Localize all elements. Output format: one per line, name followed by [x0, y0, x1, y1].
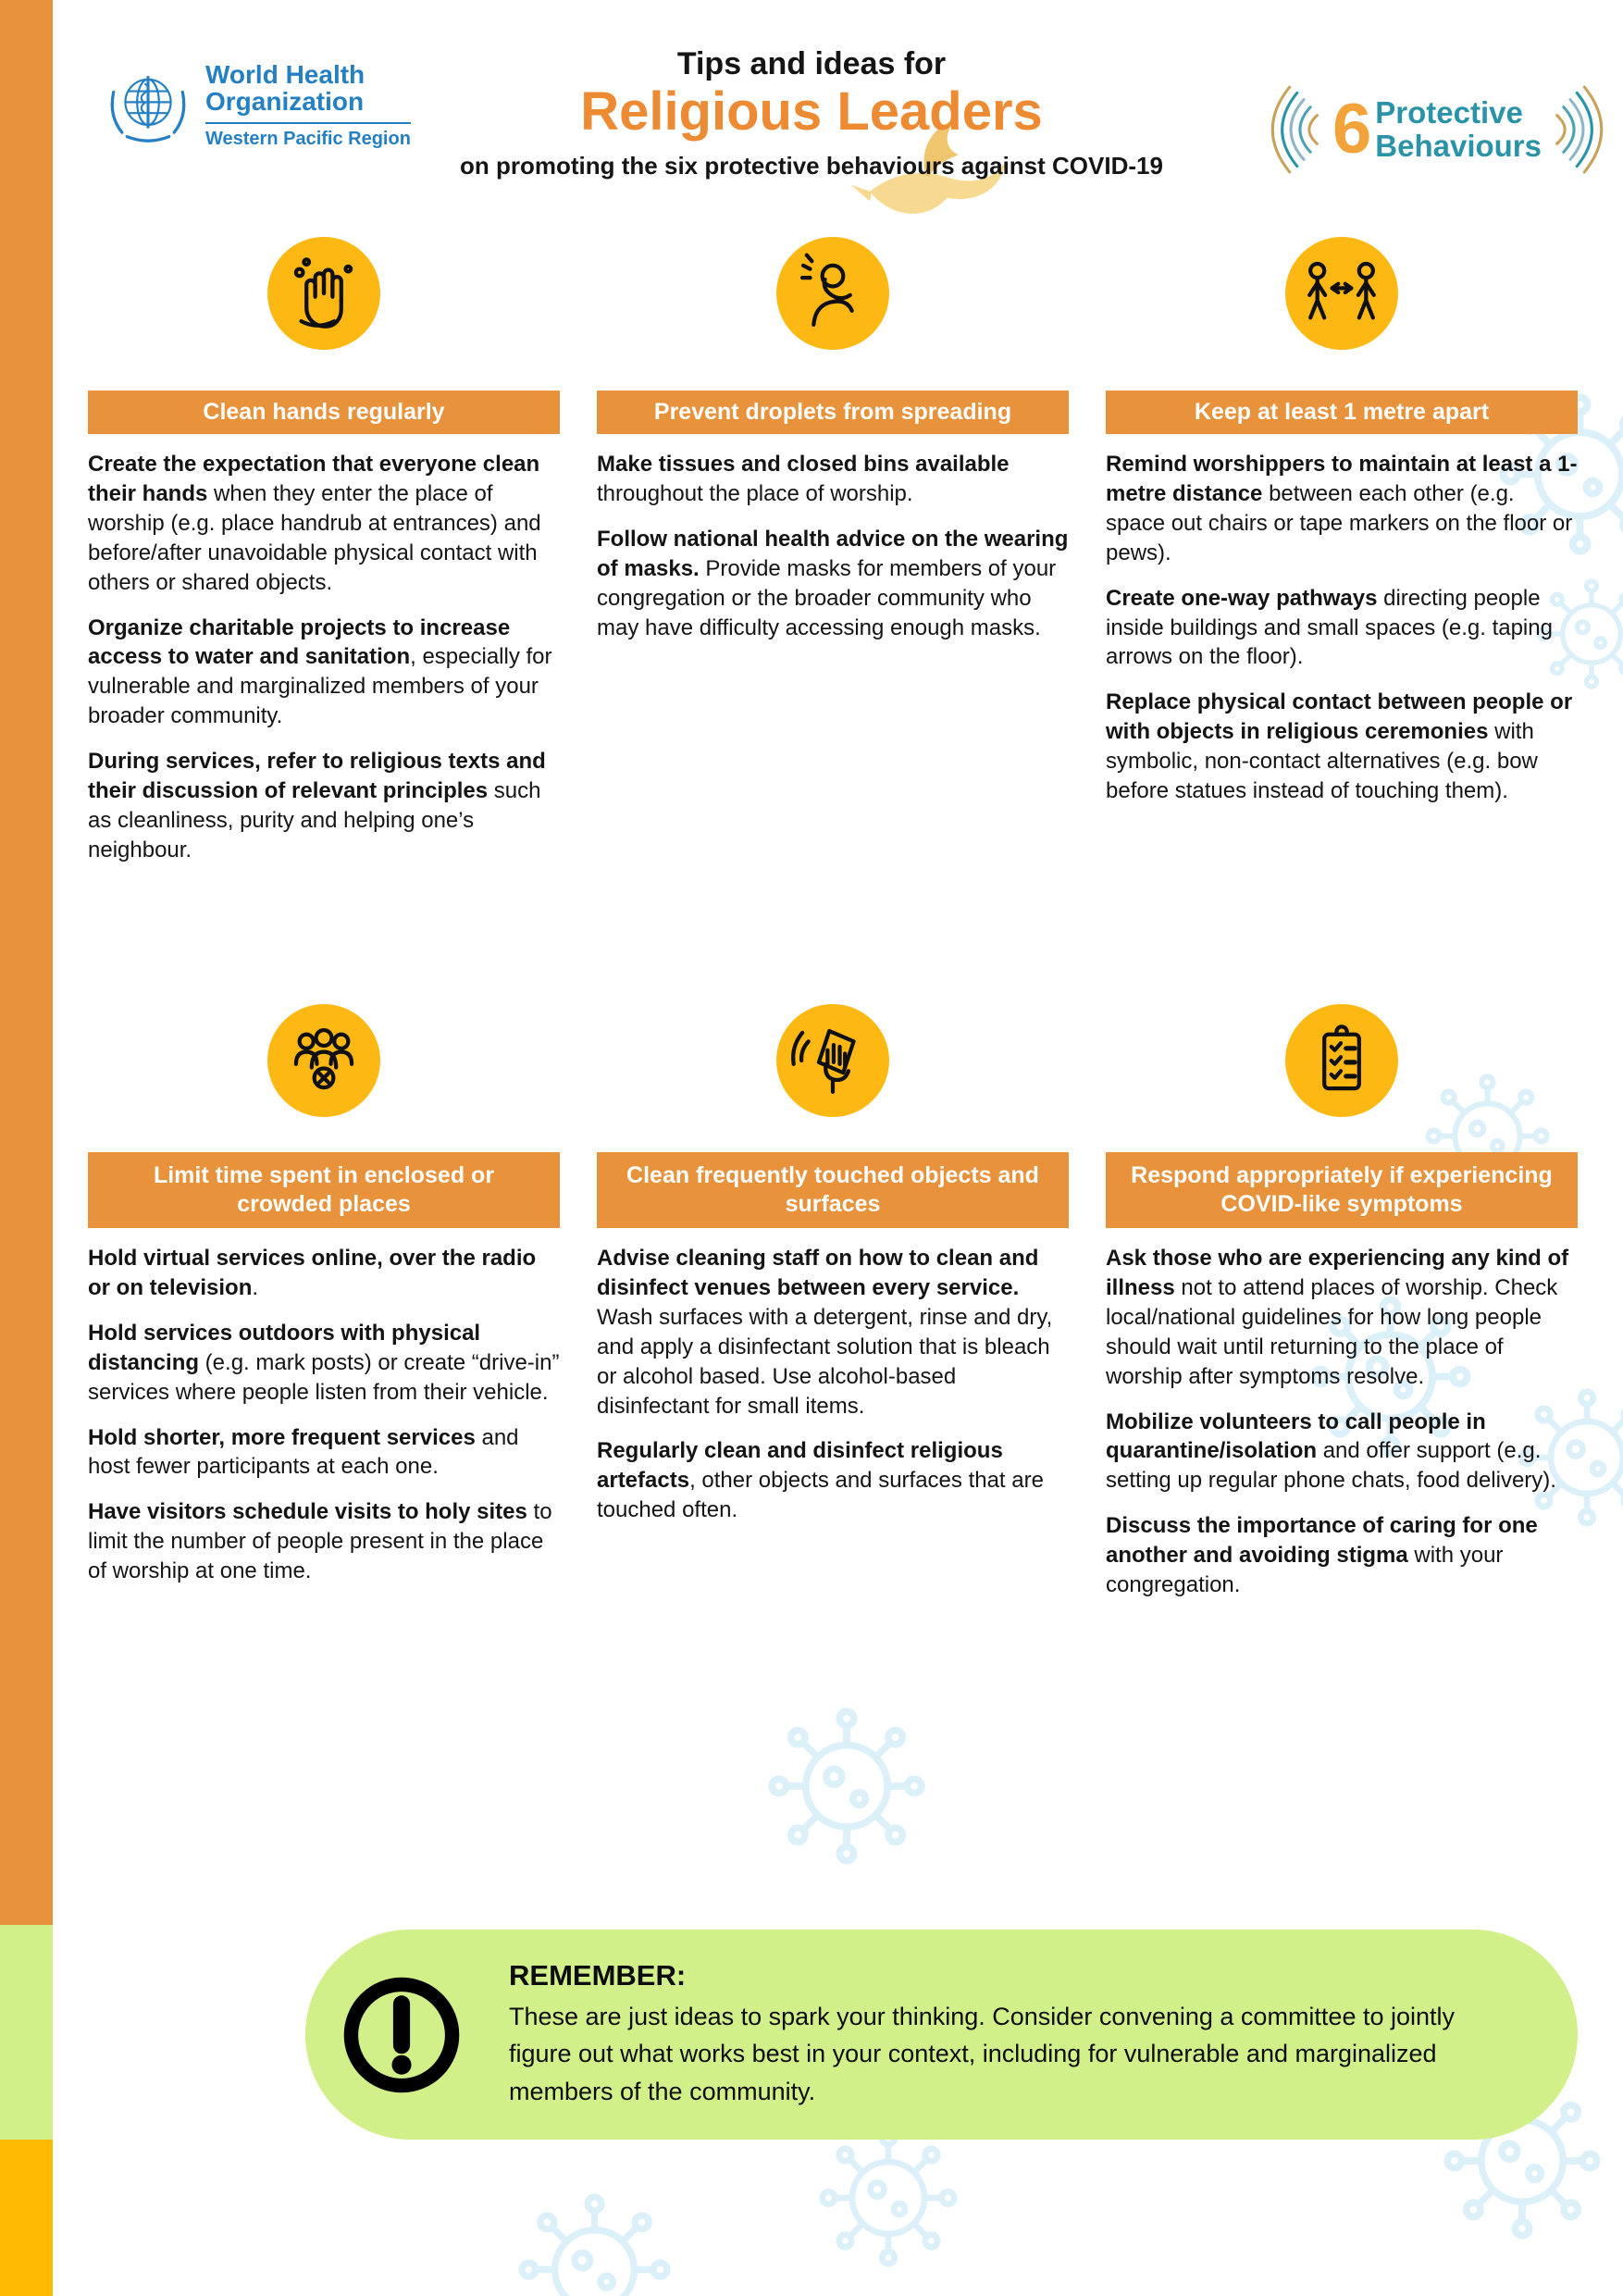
who-logo — [102, 61, 411, 150]
paragraph: Follow national health advice on the wearing of masks. Provide masks for members of your congregation or the broader community who may have difficulty accessing enough masks. — [597, 526, 1069, 640]
checklist-icon — [1285, 1004, 1398, 1117]
logo-word-protective: Protective — [1375, 95, 1523, 130]
logo-word-behaviours: Behaviours — [1375, 129, 1542, 163]
paragraph: During services, refer to religious texts and their discussion of relevant principles such as cleanliness, purity and helping one’s neighbour. — [88, 749, 546, 863]
paragraph: Hold services outdoors with physical distancing (e.g. mark posts) or create “drive-in” services where people listen from their vehicle. — [88, 1320, 560, 1405]
title-small: Tips and ideas for — [676, 46, 947, 81]
remember-title: REMEMBER: — [509, 1958, 687, 1992]
section-body — [1106, 450, 1578, 806]
section-body — [88, 450, 560, 865]
section-header-respond-symptoms: Respond appropriately if experiencing COVID-like symptoms — [1106, 1152, 1578, 1228]
paragraph: Mobilize volunteers to call people in quarantine/isolation and offer support (e.g. setting up regular phone chats, food delivery). — [1106, 1409, 1556, 1494]
left-stripe-green — [0, 1925, 53, 2140]
paragraph: Make tissues and closed bins available throughout the place of worship. — [597, 452, 1010, 506]
paragraph: Replace physical contact between people or with objects in religious ceremonies with symbolic, non-contact alternatives (e.g. bow before statues instead of touching them). — [1106, 689, 1573, 804]
section-header-clean-surfaces: Clean frequently touched objects and surfaces — [597, 1152, 1069, 1228]
who-emblem-icon — [102, 61, 194, 150]
who-region: Western Pacific Region — [205, 122, 411, 150]
paragraph: Organize charitable projects to increase access to water and sanitation, especially for vulnerable and marginalized members of your broader community. — [88, 614, 552, 729]
remember-body: These are just ideas to spark your thinking. Consider convening a committee to jointly figure out what works best in your context, including for vulnerable and marginalized members of the community. — [509, 2002, 1456, 2105]
paragraph: Create the expectation that everyone clean their hands when they enter the place of worship (e.g. place handrub at entrances) and before/after unavoidable physical contact with others or shared objects. — [88, 452, 541, 595]
sound-arcs-right-icon — [1545, 80, 1612, 180]
column-clean-hands — [88, 237, 560, 865]
virus-decoration — [768, 1707, 925, 1865]
sound-arcs-left-icon — [1262, 80, 1329, 180]
distance-icon — [1285, 237, 1398, 350]
paragraph: Discuss the importance of caring for one another and avoiding stigma with your congregation. — [1106, 1513, 1538, 1598]
section-body — [597, 450, 1069, 642]
left-stripe-orange — [0, 0, 53, 1925]
paragraph: Create one-way pathways directing people inside buildings and small spaces (e.g. taping arrows on the floor). — [1106, 585, 1553, 670]
column-prevent-droplets — [597, 237, 1069, 865]
section-header-clean-hands: Clean hands regularly — [88, 391, 560, 434]
page-title: Religious Leaders — [0, 84, 1623, 141]
column-respond-symptoms — [1106, 1004, 1578, 1600]
logo-number-six: 6 — [1332, 90, 1372, 168]
section-header-prevent-droplets: Prevent droplets from spreading — [597, 391, 1069, 434]
column-keep-distance — [1106, 237, 1578, 865]
handwash-icon — [267, 237, 380, 350]
paragraph: Have visitors schedule visits to holy sites to limit the number of people present in the place of worship at one time. — [88, 1499, 552, 1584]
paragraph: Advise cleaning staff on how to clean and disinfect venues between every service. Wash surfaces with a detergent, rinse and dry, and apply a disinfectant solution that is bleach or alcohol based. Use alcohol-based disinfectant for small items. — [597, 1246, 1053, 1419]
cough-elbow-icon — [776, 237, 889, 350]
column-clean-surfaces — [597, 1004, 1069, 1600]
row-top-behaviours — [88, 237, 1578, 865]
virus-decoration — [518, 2193, 671, 2296]
section-header-keep-distance: Keep at least 1 metre apart — [1106, 391, 1578, 434]
section-body — [1106, 1244, 1578, 1600]
column-limit-time — [88, 1004, 560, 1600]
who-name-line2: Organization — [205, 87, 365, 117]
crowd-cross-icon — [267, 1004, 380, 1117]
paragraph: Hold shorter, more frequent services and host fewer participants at each one. — [88, 1424, 519, 1480]
section-header-limit-time: Limit time spent in enclosed or crowded places — [88, 1152, 560, 1228]
paragraph: Ask those who are experiencing any kind of illness not to attend places of worship. Check local/national guidelines for how long people should wait until returning to the place of worship after symptoms resolve. — [1106, 1246, 1569, 1389]
remember-callout — [305, 1930, 1578, 2140]
virus-decoration — [819, 2128, 958, 2267]
paragraph: Hold virtual services online, over the radio or on television. — [88, 1246, 537, 1300]
paragraph: Regularly clean and disinfect religious artefacts, other objects and surfaces that are touched often. — [597, 1438, 1044, 1523]
section-body — [597, 1244, 1069, 1525]
subtitle: on promoting the six protective behaviours against COVID-19 — [460, 151, 1163, 180]
six-protective-behaviours-logo — [1262, 80, 1612, 180]
row-bottom-behaviours — [88, 1004, 1578, 1600]
paragraph: Remind worshippers to maintain at least a 1-metre distance between each other (e.g. space out chairs or tape markers on the floor or pews). — [1106, 452, 1578, 565]
section-body — [88, 1244, 560, 1586]
who-name-line1: World Health — [205, 60, 365, 89]
left-stripe-amber — [0, 2140, 53, 2296]
exclamation-icon — [337, 1970, 466, 2100]
wipe-surface-icon — [776, 1004, 889, 1117]
